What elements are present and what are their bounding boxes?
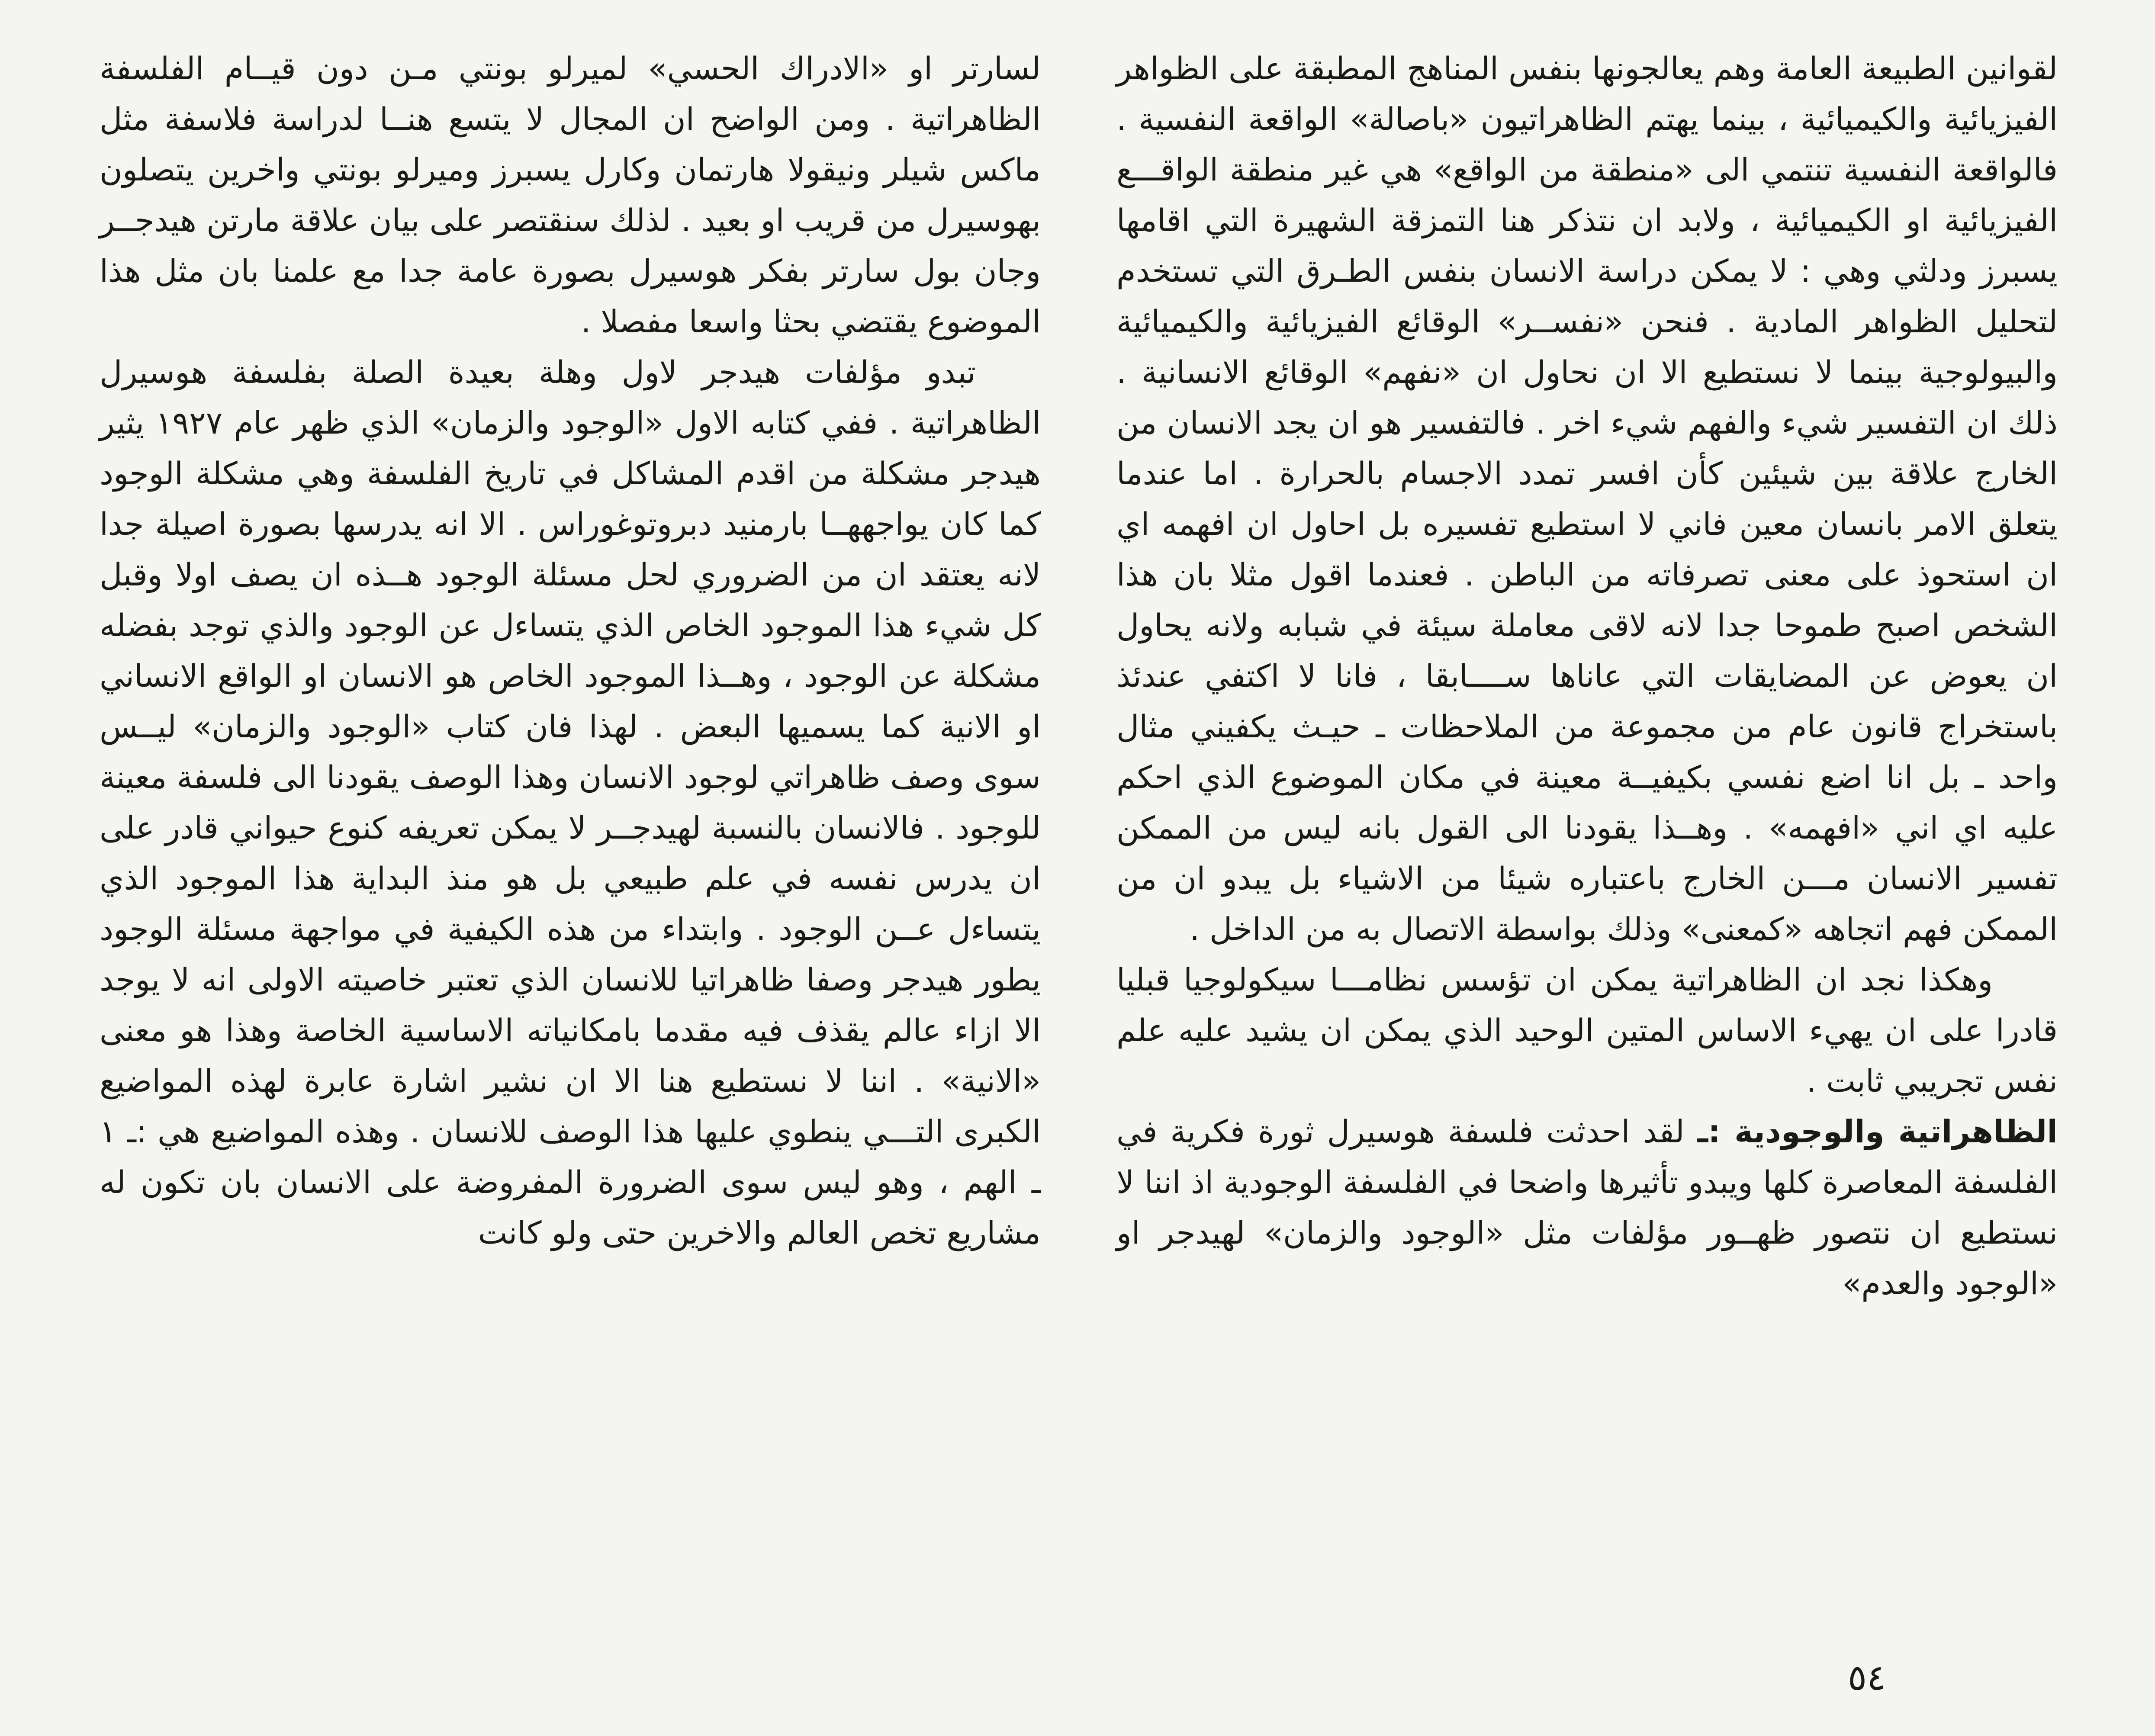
right-column xyxy=(1116,43,2058,1309)
section-heading: الظاهراتية والوجودية :ـ xyxy=(1697,1113,2058,1150)
page-number: ٥٤ xyxy=(1848,1657,1886,1698)
left-column xyxy=(100,43,1041,1258)
right-paragraph-3-text: لقد احدثت فلسفة هوسيرل ثورة فكرية في الفلسفة المعاصرة كلها ويبدو تأثيرها واضحا في الفلسفة الوجودية اذ اننا لا نستطيع ان نتصور ظهــور مؤلفات مثل «الوجود والزمان» لهيدجر او «الوجود والعدم» xyxy=(1116,1113,2058,1302)
left-paragraph-2: تبدو مؤلفات هيدجر لاول وهلة بعيدة الصلة بفلسفة هوسيرل الظاهراتية . ففي كتابه الاول «الوجود والزمان» الذي ظهر عام ١٩٢٧ يثير هيدجر مشكلة من اقدم المشاكل في تاريخ الفلسفة وهي مشكلة الوجود كما كان يواجههــا بارمنيد دبروتوغوراس . الا انه يدرسها بصورة اصيلة جدا لانه يعتقد ان من الضروري لحل مسئلة الوجود هــذه ان يصف اولا وقبل كل شيء هذا الموجود الخاص الذي يتساءل عن الوجود والذي توجد بفضله مشكلة عن الوجود ، وهــذا الموجود الخاص هو الانسان او الواقع الانساني او الانية كما يسميها البعض . لهذا فان كتاب «الوجود والزمان» ليــس سوى وصف ظاهراتي لوجود الانسان وهذا الوصف يقودنا الى فلسفة معينة للوجود . فالانسان بالنسبة لهيدجــر لا يمكن تعريفه كنوع حيواني قادر على ان يدرس نفسه في علم طبيعي بل هو منذ البداية هذا الموجود الذي يتساءل عــن الوجود . وابتداء من هذه الكيفية في مواجهة مسئلة الوجود يطور هيدجر وصفا ظاهراتيا للانسان الذي تعتبر خاصيته الاولى انه لا يوجد الا ازاء عالم يقذف فيه مقدما بامكانياته الاساسية الخاصة وهذا هو معنى «الانية» . اننا لا نستطيع هنا الا ان نشير اشارة عابرة لهذه المواضيع الكبرى التـــي ينطوي عليها هذا الوصف للانسان . وهذه المواضيع هي :ـ ١ ـ الهم ، وهو ليس سوى الضرورة المفروضة على الانسان بان تكون له مشاريع تخص العالم والاخرين حتى ولو كانت xyxy=(100,354,1041,1251)
left-paragraph-1: لسارتر او «الادراك الحسي» لميرلو بونتي مـن دون قيــام الفلسفة الظاهراتية . ومن الواضح ان المجال لا يتسع هنــا لدراسة فلاسفة مثل ماكس شيلر ونيقولا هارتمان وكارل يسبرز وميرلو بونتي واخرين يتصلون بهوسيرل من قريب او بعيد . لذلك سنقتصر على بيان علاقة مارتن هيدجــر وجان بول سارتر بفكر هوسيرل بصورة عامة جدا مع علمنا بان مثل هذا الموضوع يقتضي بحثا واسعا مفصلا . xyxy=(100,50,1041,340)
right-paragraph-1: لقوانين الطبيعة العامة وهم يعالجونها بنفس المناهج المطبقة على الظواهر الفيزيائية والكيميائية ، بينما يهتم الظاهراتيون «باصالة» الواقعة النفسية . فالواقعة النفسية تنتمي الى «منطقة من الواقع» هي غير منطقة الواقـــع الفيزيائية او الكيميائية ، ولابد ان نتذكر هنا التمزقة الشهيرة التي اقامها يسبرز ودلثي وهي : لا يمكن دراسة الانسان بنفس الطـرق التي تستخدم لتحليل الظواهر المادية . فنحن «نفســر» الوقائع الفيزيائية والكيميائية والبيولوجية بينما لا نستطيع الا ان نحاول ان «نفهم» الوقائع الانسانية . ذلك ان التفسير شيء والفهم شيء اخر . فالتفسير هو ان يجد الانسان من الخارج علاقة بين شيئين كأن افسر تمدد الاجسام بالحرارة . اما عندما يتعلق الامر بانسان معين فاني لا استطيع تفسيره بل احاول ان افهمه اي ان استحوذ على معنى تصرفاته من الباطن . فعندما اقول مثلا بان هذا الشخص اصبح طموحا جدا لانه لاقى معاملة سيئة في شبابه ولانه يحاول ان يعوض عن المضايقات التي عاناها ســــابقا ، فانا لا اكتفي عندئذ باستخراج قانون عام من مجموعة من الملاحظات ـ حيـث يكفيني مثال واحد ـ بل انا اضع نفسي بكيفيــة معينة في مكان الموضوع الذي احكم عليه اي اني «افهمه» . وهــذا يقودنا الى القول بانه ليس من الممكن تفسير الانسان مـــن الخارج باعتباره شيئا من الاشياء بل يبدو ان من الممكن فهم اتجاهه «كمعنى» وذلك بواسطة الاتصال به من الداخل . xyxy=(1116,50,2058,947)
right-paragraph-3 xyxy=(1116,1106,2058,1309)
right-paragraph-2: وهكذا نجد ان الظاهراتية يمكن ان تؤسس نظامـــا سيكولوجيا قبليا قادرا على ان يهيء الاساس المتين الوحيد الذي يمكن ان يشيد عليه علم نفس تجريبي ثابت . xyxy=(1116,961,2058,1099)
